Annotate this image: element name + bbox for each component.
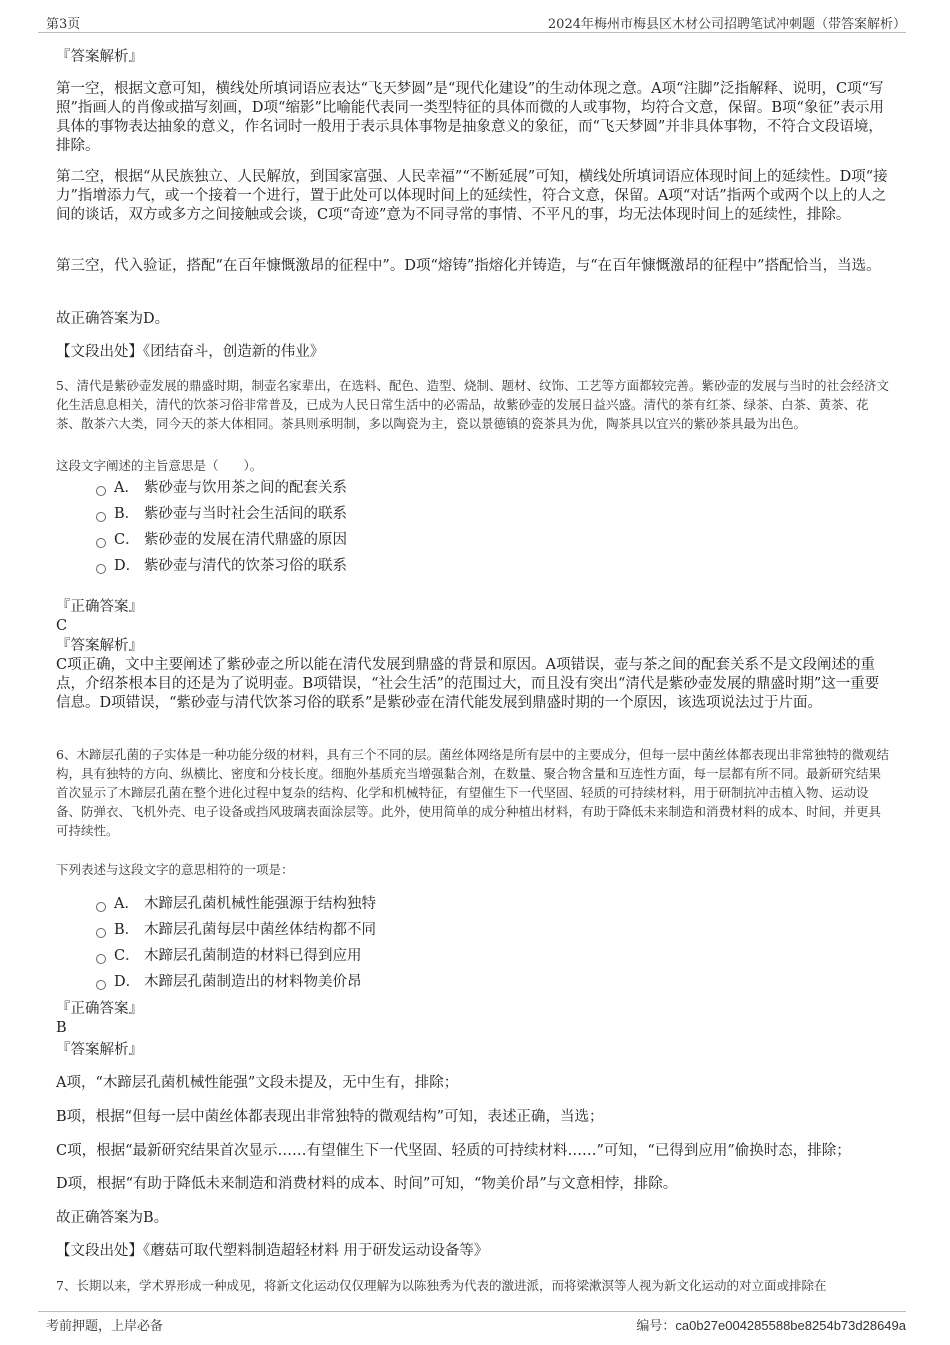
q6-analysis-b: B项，根据“但每一层中菌丝体都表现出非常独特的微观结构”可知，表述正确，当选；	[56, 1109, 604, 1125]
q5-option-c[interactable]: C． 紫砂壶的发展在清代鼎盛的原因	[96, 531, 347, 550]
footer-slogan: 考前押题，上岸必备	[46, 1319, 164, 1334]
q7-stem: 7、长期以来，学术界形成一种成见，将新文化运动仅仅理解为以陈独秀为代表的激进派，而将梁漱溟等人视为新文化运动的对立面或排除在	[56, 1278, 827, 1293]
q6-analysis-a: A项，“木蹄层孔菌机械性能强”文段未提及，无中生有，排除；	[56, 1075, 459, 1091]
q6-analysis-d: D项，根据“有助于降低未来制造和消费材料的成本、时间”可知，“物美价昂”与文意相悖，排除。	[56, 1176, 678, 1192]
q5-option-b[interactable]: B． 紫砂壶与当时社会生活间的联系	[96, 505, 347, 524]
q5-answer-label: 『正确答案』	[56, 599, 143, 615]
q4-source: 【文段出处】《团结奋斗，创造新的伟业》	[56, 344, 325, 360]
page-header	[38, 10, 906, 33]
q6-question: 下列表述与这段文字的意思相符的一项是：	[56, 862, 294, 877]
q4-analysis-paragraph-1: 第一空，根据文意可知，横线处所填词语应表达“飞天梦圆”是“现代化建设”的生动体现之意。A项“注脚”泛指解释、说明，C项“写照”指画人的肖像或描写刻画，D项“缩影”比喻能代表同一类型特征的具体而微的人或事物，均符合文意，保留。B项“象征”表示用具体的事物表达抽象的意义，作名词时一般用于表示具体事物是抽象意义的象征，而“飞天梦圆”并非具体事物，不符合文段语境，排除。	[56, 81, 884, 154]
q6-option-d[interactable]: D． 木蹄层孔菌制造出的材料物美价昂	[96, 973, 362, 992]
q6-analysis-label: 『答案解析』	[56, 1042, 143, 1058]
q6-option-b[interactable]: B． 木蹄层孔菌每层中菌丝体结构都不同	[96, 921, 376, 940]
radio-icon[interactable]	[96, 486, 106, 496]
q5-option-d[interactable]: D． 紫砂壶与清代的饮茶习俗的联系	[96, 557, 347, 576]
q5-question: 这段文字阐述的主旨意思是（ ）。	[56, 458, 263, 473]
q6-source: 【文段出处】《蘑菇可取代塑料制造超轻材料 用于研发运动设备等》	[56, 1243, 489, 1259]
radio-icon[interactable]	[96, 564, 106, 574]
q6-analysis-c: C项，根据“最新研究结果首次显示……有望催生下一代坚固、轻质的可持续材料……”可知，“已得到应用”偷换时态，排除；	[56, 1143, 851, 1159]
q4-analysis-paragraph-3: 第三空，代入验证，搭配“在百年慷慨激昂的征程中”。D项“熔铸”指熔化并铸造，与“在百年慷慨激昂的征程中”搭配恰当，当选。	[56, 258, 881, 274]
radio-icon[interactable]	[96, 902, 106, 912]
radio-icon[interactable]	[96, 512, 106, 522]
radio-icon[interactable]	[96, 928, 106, 938]
q5-stem: 5、清代是紫砂壶发展的鼎盛时期，制壶名家辈出，在选料、配色、造型、烧制、题材、纹饰、工艺等方面都较完善。紫砂壶的发展与当时的社会经济文化生活息息相关，清代的饮茶习俗非常普及，已成为人民日常生活中的必需品，故紫砂壶的发展日益兴盛。清代的茶有红茶、绿茶、白茶、黄茶、花茶、散茶六大类，同今天的茶大体相同。茶具则承明制，多以陶瓷为主，瓷以景德镇的瓷茶具为优，陶茶具以宜兴的紫砂茶具最为出色。	[56, 378, 889, 431]
q6-option-a[interactable]: A． 木蹄层孔菌机械性能强源于结构独特	[96, 895, 376, 914]
document-title: 2024年梅州市梅县区木材公司招聘笔试冲刺题（带答案解析）	[547, 17, 906, 32]
q5-analysis-label: 『答案解析』	[56, 638, 143, 654]
page-footer	[38, 1311, 906, 1334]
q6-answer-label: 『正确答案』	[56, 1001, 143, 1017]
page-number: 第3页	[46, 17, 81, 32]
radio-icon[interactable]	[96, 980, 106, 990]
q4-analysis-paragraph-2: 第二空，根据“从民族独立、人民解放，到国家富强、人民幸福”“不断延展”可知，横线处所填词语应体现时间上的延续性。D项“接力”指增添力气，或一个接着一个进行，置于此处可以体现时间上的延续性，符合文意，保留。A项“对话”指两个或两个以上的人之间的谈话，双方或多方之间接触或会谈，C项“奇迹”意为不同寻常的事情、不平凡的事，均无法体现时间上的延续性，排除。	[56, 169, 888, 223]
q4-conclusion: 故正确答案为D。	[56, 311, 170, 327]
q6-stem: 6、木蹄层孔菌的子实体是一种功能分级的材料，具有三个不同的层。菌丝体网络是所有层中的主要成分，但每一层中菌丝体都表现出非常独特的微观结构，具有独特的方向、纵横比、密度和分枝长度。细胞外基质充当增强黏合剂，在数量、聚合物含量和互连性方面，每一层都有所不同。最新研究结果首次显示了木蹄层孔菌在整个进化过程中复杂的结构、化学和机械特征，有望催生下一代坚固、轻质的可持续材料，用于研制抗冲击植入物、运动设备、防弹衣、飞机外壳、电子设备或挡风玻璃表面涂层等。此外，使用简单的成分种植出材料，有助于降低未来制造和消费材料的成本、时间，并更具可持续性。	[56, 747, 889, 838]
q6-conclusion: 故正确答案为B。	[56, 1210, 169, 1226]
q5-option-a[interactable]: A． 紫砂壶与饮用茶之间的配套关系	[96, 479, 347, 498]
q6-answer: B	[56, 1020, 67, 1036]
q5-answer: C	[56, 618, 68, 634]
q4-analysis-label: 『答案解析』	[56, 49, 143, 65]
document-code: 编号：ca0b27e004285588be8254b73d28649a	[636, 1318, 906, 1334]
radio-icon[interactable]	[96, 954, 106, 964]
radio-icon[interactable]	[96, 538, 106, 548]
q6-option-c[interactable]: C． 木蹄层孔菌制造的材料已得到应用	[96, 947, 362, 966]
q5-analysis: C项正确，文中主要阐述了紫砂壶之所以能在清代发展到鼎盛的背景和原因。A项错误，壶与茶之间的配套关系不是文段阐述的重点，介绍茶根本目的还是为了说明壶。B项错误，“社会生活”的范围过大，而且没有突出“清代是紫砂壶发展的鼎盛时期”这一重要信息。D项错误，“紫砂壶与清代饮茶习俗的联系”是紫砂壶在清代能发展到鼎盛时期的一个原因，该选项说法过于片面。	[56, 657, 880, 711]
